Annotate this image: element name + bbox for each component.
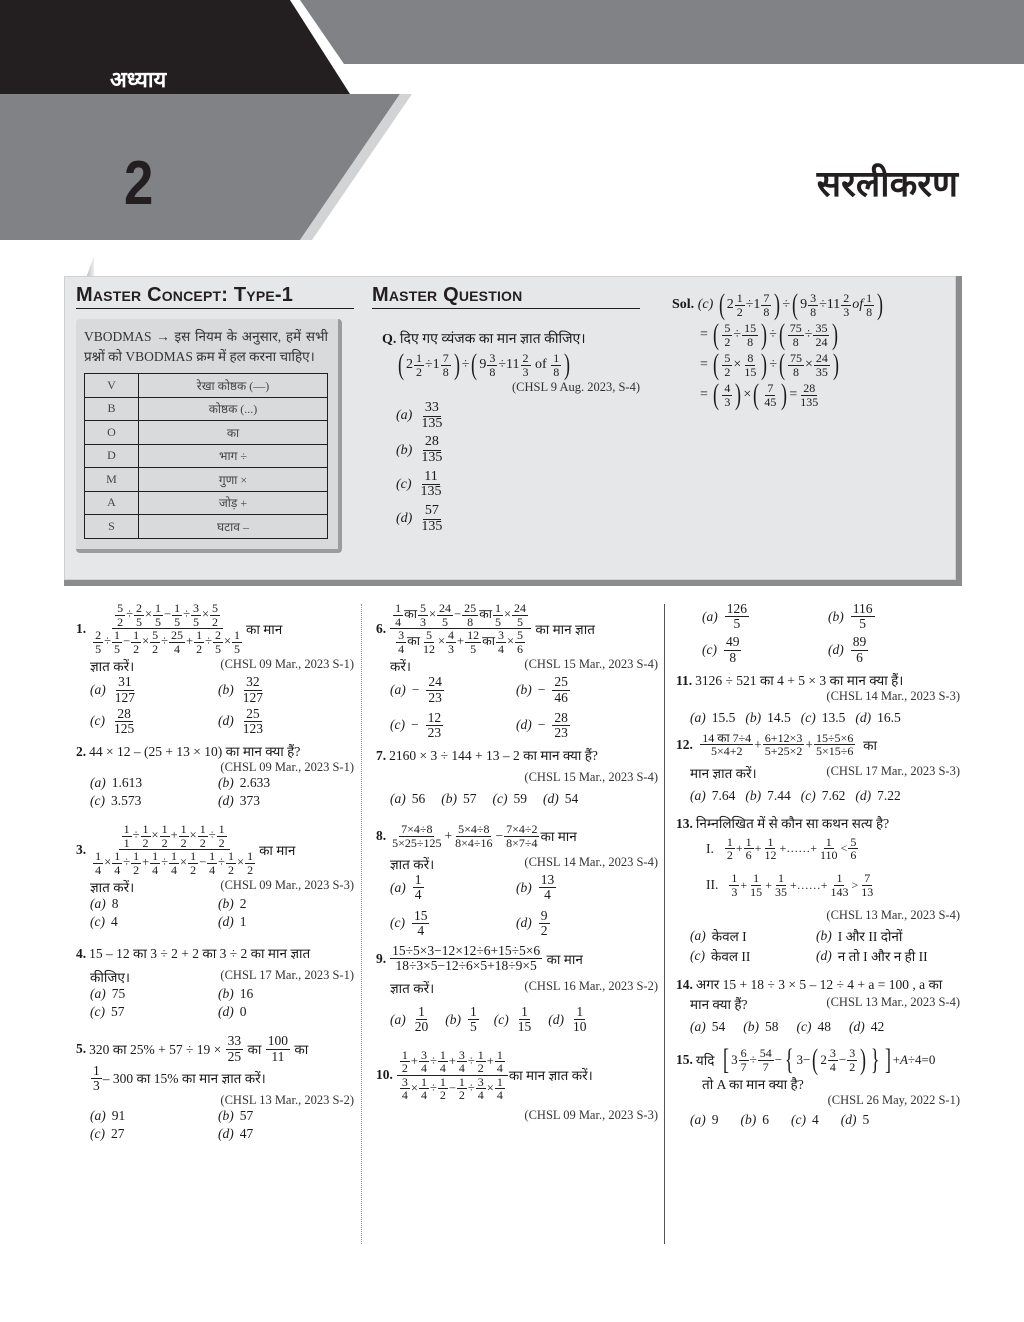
option-a[interactable]: (a) $\frac{1}{20}$ [390, 1004, 429, 1035]
question-1: 1. $\frac{5}{2}$ ÷ $\frac{2}{5}$ × $\frac{1}{5}$ − $\frac{1}{5}$ ÷ $\frac{3}{5}$ × $\frac{5}{2}$ $\frac{2}{5}$ ÷ $\frac{1}{5}$ − $\frac{1}{2}$ × $\frac{5}{2}$ ÷ $\frac{25}{4}$ + $\frac{1}{2}$ ÷ $\frac{2}{5}$ × $\frac{1}{5}$ का मान ज्ञात करें। (CHSL 09 Mar., 2023 S-1) (a) $\frac{31}{127}$ (b) $\frac{32}{127}$ (c) $\frac{28}{125}$ (d) $\frac{25}{123}$ [76, 601, 354, 736]
question-expression: ( 2 $\frac{1}{2}$ ÷1 $\frac{7}{8}$ ) ÷ ( 9 $\frac{3}{8}$ ÷11 $\frac{2}{3}$ of $\frac{1}{8}$ ) [398, 348, 571, 381]
option-b[interactable]: (b) $\frac{13}{4}$ [516, 872, 555, 903]
option-b[interactable]: (b) 6 [740, 1112, 769, 1128]
question-11: 11. 3126 ÷ 521 का 4 + 5 × 3 का मान क्या हैं। (CHSL 14 Mar., 2023 S-3) (a) 15.5 (b) 14.5 (c) 13.5 (d) 16.5 [676, 672, 960, 725]
vbodmas-intro: VBODMAS → इस नियम के अनुसार, हमें सभी प्रश्नों को VBODMAS क्रम में हल करना चाहिए। [84, 329, 328, 364]
solution-step-3: = ( $\frac{5}{2}$ × $\frac{8}{15}$ ) ÷ ( $\frac{75}{8}$ × $\frac{24}{35}$ ) [700, 348, 839, 381]
question-15: 15. यदि [ 3 $\frac{6}{7}$ ÷ $\frac{54}{7}$ − { 3− ( 2 $\frac{3}{4}$ − $\frac{3}{2}$ ) } ] + A ÷4=0 तो A का मान क्या है? (CHSL 26 May, 2022 S-1) (a) 9 (b) 6 (c) 4 (d) 5 [676, 1043, 960, 1128]
table-row: A जोड़ + [85, 491, 328, 515]
question-8: 8. $\frac{7\times 4\div 8}{5\times 25\div 125}$ + $\frac{5\times 4\div 8}{8\times 4\div 16}$ − $\frac{7\times 4\div 2}{8\times 7\div 4}$ का मान ज्ञात करें। (CHSL 14 Mar., 2023 S-4) (a) $\frac{1}{4}$ (b) $\frac{13}{4}$ (c) $\frac{15}{4}$ (d) $\frac{9}{2}$ [376, 822, 658, 938]
option-d[interactable]: (d) 1 [218, 914, 247, 930]
option-a[interactable]: (a) 54 [690, 1019, 726, 1035]
question-6-expression: $\frac{1}{4}$ का $\frac{5}{3}$ × $\frac{24}{5}$ − $\frac{25}{8}$ का $\frac{1}{5}$ × $\frac{24}{5}$ $\frac{3}{4}$ का $\frac{5}{12}$ × $\frac{4}{3}$ + $\frac{12}{5}$ का $\frac{3}{4}$ × $\frac{5}{6}$ [390, 602, 531, 655]
option-b[interactable]: (b) $\frac{28}{135}$ [396, 434, 443, 466]
question-2: 2. 44 × 12 – (25 + 13 × 10) का मान क्या हैं? (CHSL 09 Mar., 2023 S-1) (a) 1.613 (b) 2.633 (c) 3.573 (d) 373 [76, 744, 354, 809]
option-d[interactable]: (d) $\frac{25}{123}$ [218, 705, 263, 736]
option-d[interactable]: (d) 373 [218, 793, 260, 809]
question-text: दिए गए व्यंजक का मान ज्ञात कीजिए। [399, 332, 586, 347]
table-row: B कोष्ठक (...) [85, 397, 328, 421]
header-black-block [0, 0, 360, 94]
option-a[interactable]: (a) 9 [690, 1112, 719, 1128]
option-d[interactable]: (d) − $\frac{28}{23}$ [516, 709, 568, 740]
option-a[interactable]: (a) $\frac{1}{4}$ [390, 872, 422, 903]
chapter-label: अध्याय [110, 68, 167, 93]
option-c[interactable]: (c) 7.62 [800, 787, 846, 803]
question-4: 4. 15 – 12 का 3 ÷ 2 + 2 का 3 ÷ 2 का मान ज्ञात कीजिए। (CHSL 17 Mar., 2023 S-1) (a) 75 (b) 16 (c) 57 (d) 0 [76, 946, 354, 1020]
option-a[interactable]: (a) 7.64 [690, 787, 736, 803]
master-concept [76, 284, 354, 553]
vbodmas-box [76, 319, 342, 553]
option-d[interactable]: (d) 42 [848, 1019, 885, 1035]
option-d[interactable]: (d) $\frac{1}{10}$ [548, 1004, 587, 1035]
vbodmas-table [84, 373, 328, 539]
option-b[interactable]: (b) 2.633 [218, 775, 271, 791]
solution-step-4: = ( $\frac{4}{3}$ ) × ( $\frac{7}{45}$ ) = $\frac{28}{135}$ [700, 378, 819, 411]
table-row: S घटाव – [85, 515, 328, 539]
option-b[interactable]: (b) 14.5 [745, 709, 791, 725]
table-row: D भाग ÷ [85, 444, 328, 468]
question-5: 5. 320 का 25% + 57 ÷ 19 × $\frac{33}{25}$ का $\frac{100}{11}$ का $\frac{1}{3}$ – 300 का 15% का मान ज्ञात करें। (CHSL 13 Mar., 2023 S-2) (a) 91 (b) 57 (c) 27 (d) 47 [76, 1033, 354, 1142]
option-a[interactable]: (a) − $\frac{24}{23}$ [390, 674, 442, 705]
option-c[interactable]: (c) $\frac{11}{135}$ [396, 468, 442, 500]
solution-step-2: = ( $\frac{5}{2}$ ÷ $\frac{15}{8}$ ) ÷ ( $\frac{75}{8}$ ÷ $\frac{35}{24}$ ) [700, 318, 839, 351]
option-a[interactable]: (a) 75 [90, 986, 126, 1002]
option-c[interactable]: (c) 13.5 [800, 709, 846, 725]
column-divider [664, 604, 665, 1244]
master-question-body [372, 329, 640, 535]
option-d[interactable]: (d) 54 [542, 791, 579, 807]
option-d[interactable]: (d) 47 [218, 1126, 254, 1142]
question-6: 6. $\frac{1}{4}$ का $\frac{5}{3}$ × $\frac{24}{5}$ − $\frac{25}{8}$ का $\frac{1}{5}$ × $\frac{24}{5}$ $\frac{3}{4}$ का $\frac{5}{12}$ × $\frac{4}{3}$ + $\frac{12}{5}$ का $\frac{3}{4}$ × $\frac{5}{6}$ का मान ज्ञात करें। (CHSL 15 Mar., 2023 S-4) (a) − $\frac{24}{23}$ (b) − $\frac{25}{46}$ (c) − $\frac{12}{23}$ (d) − $\frac{28}{23}$ [376, 601, 658, 740]
option-d[interactable]: (d) 0 [218, 1004, 247, 1020]
option-a[interactable]: (a) $\frac{31}{127}$ [90, 674, 135, 705]
chapter-number: 2 [124, 149, 154, 218]
option-c[interactable]: (c) − $\frac{12}{23}$ [390, 709, 442, 740]
option-c[interactable]: (c) 59 [492, 791, 527, 807]
table-row: O का [85, 421, 328, 445]
option-a[interactable]: (a) $\frac{126}{5}$ [702, 601, 747, 632]
option-b[interactable]: (b) $\frac{116}{5}$ [828, 601, 873, 632]
panel-tab-notch [86, 256, 94, 278]
option-c[interactable]: (c) केवल II [690, 948, 751, 965]
master-question-heading: Master Question [372, 284, 640, 309]
option-c[interactable]: (c) $\frac{49}{8}$ [702, 634, 740, 665]
master-options [382, 401, 640, 535]
option-b[interactable]: (b) 2 [218, 896, 247, 912]
option-b[interactable]: (b) 57 [218, 1108, 254, 1124]
concept-panel [64, 276, 962, 586]
option-b[interactable]: (b) 16 [218, 986, 254, 1002]
option-c[interactable]: (c) 48 [796, 1019, 831, 1035]
option-c[interactable]: (c) 3.573 [90, 793, 142, 809]
question-12: 12. $\frac{\text{14 का 7÷4}}{5\times 4+2}$ + $\frac{6+12\times 3}{5+25\times 2}$ + $\frac{15\div 5\times 6}{5\times 15\div 6}$ का मान ज्ञात करें। (CHSL 17 Mar., 2023 S-3) (a) 7.64 (b) 7.44 (c) 7.62 (d) 7.22 [676, 730, 960, 803]
statement-1: I. $\frac{1}{2}$ + $\frac{1}{6}$ + $\frac{1}{12}$ +……+ $\frac{1}{110}$ < $\frac{5}{6}$ [706, 834, 857, 863]
header-gray-band [300, 0, 1024, 64]
question-14: 14. अगर 15 + 18 ÷ 3 × 5 – 12 ÷ 4 + a = 100 , a का मान क्या हैं? (CHSL 13 Mar., 2023 S-4) (a) 54 (b) 58 (c) 48 (d) 42 [676, 977, 960, 1035]
solution-step-1: Sol. (c) ( 2 $\frac{1}{2}$ ÷1 $\frac{7}{8}$ ) ÷ ( 9 $\frac{3}{8}$ ÷11 $\frac{2}{3}$ of $\frac{1}{8}$ ) [672, 288, 884, 321]
option-c[interactable]: (c) 57 [90, 1004, 125, 1020]
option-d[interactable]: (d) $\frac{57}{135}$ [396, 503, 443, 534]
master-concept-heading: Master Concept: Type-1 [76, 284, 354, 309]
option-b[interactable]: (b) − $\frac{25}{46}$ [516, 674, 568, 705]
question-source: (CHSL 9 Aug. 2023, S-4) [511, 380, 640, 394]
option-a[interactable]: (a) 56 [390, 791, 426, 807]
option-d[interactable]: (d) $\frac{9}{2}$ [516, 907, 548, 938]
option-c[interactable]: (c) 27 [90, 1126, 125, 1142]
question-1-expression: $\frac{5}{2}$ ÷ $\frac{2}{5}$ × $\frac{1}{5}$ − $\frac{1}{5}$ ÷ $\frac{3}{5}$ × $\frac{5}{2}$ $\frac{2}{5}$ ÷ $\frac{1}{5}$ − $\frac{1}{2}$ × $\frac{5}{2}$ ÷ $\frac{25}{4}$ + $\frac{1}{2}$ ÷ $\frac{2}{5}$ × $\frac{1}{5}$ [95, 601, 240, 656]
questions-column-2 [376, 602, 658, 1129]
option-a[interactable]: (a) 8 [90, 896, 119, 912]
option-b[interactable]: (b) $\frac{32}{127}$ [218, 674, 263, 705]
question-10-options [676, 602, 960, 665]
question-15-expression: [ 3 $\frac{6}{7}$ ÷ $\frac{54}{7}$ − { 3− ( 2 $\frac{3}{4}$ − $\frac{3}{2}$ ) } ] + A ÷4=0 [723, 1043, 936, 1077]
option-c[interactable]: (c) 4 [90, 914, 118, 930]
option-b[interactable]: (b) 58 [743, 1019, 779, 1035]
question-7: 7. 2160 × 3 ÷ 144 + 13 – 2 का मान क्या हैं? (CHSL 15 Mar., 2023 S-4) (a) 56 (b) 57 (c) 59 (d) 54 [376, 748, 658, 807]
option-a[interactable]: (a) 1.613 [90, 775, 143, 791]
option-c[interactable]: (c) 4 [791, 1112, 819, 1128]
option-b[interactable]: (b) I और II दोनों [816, 928, 903, 945]
option-b[interactable]: (b) 57 [441, 791, 477, 807]
question-10: 10. $\frac{1}{2}$ + $\frac{3}{4}$ ÷ $\frac{1}{4}$ + $\frac{3}{4}$ ÷ $\frac{1}{2}$ + $\frac{1}{4}$ $\frac{3}{4}$ × $\frac{1}{4}$ ÷ $\frac{1}{2}$ − $\frac{1}{2}$ ÷ $\frac{3}{4}$ × $\frac{1}{4}$ का मान ज्ञात करें। (CHSL 09 Mar., 2023 S-3) [376, 1047, 658, 1122]
option-c[interactable]: (c) $\frac{28}{125}$ [90, 705, 135, 736]
option-c[interactable]: (c) $\frac{15}{4}$ [390, 907, 428, 938]
question-3-expression: $\frac{1}{1}$ ÷ $\frac{1}{2}$ × $\frac{1}{2}$ + $\frac{1}{2}$ × $\frac{1}{2}$ ÷ $\frac{1}{2}$ $\frac{1}{4}$ × $\frac{1}{4}$ ÷ $\frac{1}{2}$ + $\frac{1}{4}$ ÷ $\frac{1}{4}$ × $\frac{1}{2}$ − $\frac{1}{4}$ ÷ $\frac{1}{2}$ × $\frac{1}{2}$ [95, 822, 254, 877]
option-d[interactable]: (d) न तो I और न ही II [816, 948, 928, 965]
option-c[interactable]: (c) $\frac{1}{15}$ [493, 1004, 532, 1035]
option-a[interactable]: (a) $\frac{33}{135}$ [396, 400, 443, 431]
option-d[interactable]: (d) 7.22 [855, 787, 901, 803]
option-a[interactable]: (a) 91 [90, 1108, 126, 1124]
statement-2: II. $\frac{1}{3}$ + $\frac{1}{15}$ + $\frac{1}{35}$ +……+ $\frac{1}{143}$ > $\frac{7}{13}$ [706, 871, 874, 899]
option-d[interactable]: (d) 16.5 [855, 709, 901, 725]
solution [672, 290, 952, 410]
column-divider [361, 604, 362, 1244]
option-d[interactable]: (d) 5 [840, 1112, 870, 1128]
master-question [372, 284, 640, 535]
question-3: 3. $\frac{1}{1}$ ÷ $\frac{1}{2}$ × $\frac{1}{2}$ + $\frac{1}{2}$ × $\frac{1}{2}$ ÷ $\frac{1}{2}$ $\frac{1}{4}$ × $\frac{1}{4}$ ÷ $\frac{1}{2}$ + $\frac{1}{4}$ ÷ $\frac{1}{4}$ × $\frac{1}{2}$ − $\frac{1}{4}$ ÷ $\frac{1}{2}$ × $\frac{1}{2}$ का मान ज्ञात करें। (CHSL 09 Mar., 2023 S-3) (a) 8 (b) 2 (c) 4 (d) 1 [76, 822, 354, 930]
option-b[interactable]: (b) $\frac{1}{5}$ [445, 1004, 477, 1035]
question-label: Q. [382, 332, 397, 347]
question-10-expression: $\frac{1}{2}$ + $\frac{3}{4}$ ÷ $\frac{1}{4}$ + $\frac{3}{4}$ ÷ $\frac{1}{2}$ + $\frac{1}{4}$ $\frac{3}{4}$ × $\frac{1}{4}$ ÷ $\frac{1}{2}$ − $\frac{1}{2}$ ÷ $\frac{3}{4}$ × $\frac{1}{4}$ [397, 1049, 508, 1102]
table-row: V रेखा कोष्ठक (—) [85, 374, 328, 398]
question-9: 9. $\frac{15\div 5\times 3-12\times 12\div 6+15\div 5\times 6}{18\div 3\times 5-12\div 6\times 5+18\div 9\times 5}$ का मान ज्ञात करें। (CHSL 16 Mar., 2023 S-2) (a) $\frac{1}{20}$ (b) $\frac{1}{5}$ (c) $\frac{1}{15}$ (d) $\frac{1}{10}$ [376, 942, 658, 1035]
chapter-title: सरलीकरण [816, 164, 958, 205]
option-a[interactable]: (a) केवल I [690, 928, 747, 945]
questions-column-1 [76, 602, 354, 1148]
table-row: M गुणा × [85, 468, 328, 492]
question-13: 13. निम्नलिखित में से कौन सा कथन सत्य है? I. $\frac{1}{2}$ + $\frac{1}{6}$ + $\frac{1}{12}$ +……+ $\frac{1}{110}$ < $\frac{5}{6}$ II. $\frac{1}{3}$ + $\frac{1}{15}$ + $\frac{1}{35}$ +……+ $\frac{1}{143}$ > $\frac{7}{13}$ (CHSL 13 Mar., 2023 S-4) (a) केवल I (b) I और II दोनों (c) केवल II (d) न तो I और न ही II [676, 815, 960, 965]
option-b[interactable]: (b) 7.44 [745, 787, 791, 803]
option-a[interactable]: (a) 15.5 [690, 709, 736, 725]
questions-column-3 [676, 602, 960, 1134]
option-d[interactable]: (d) $\frac{89}{6}$ [828, 634, 867, 665]
